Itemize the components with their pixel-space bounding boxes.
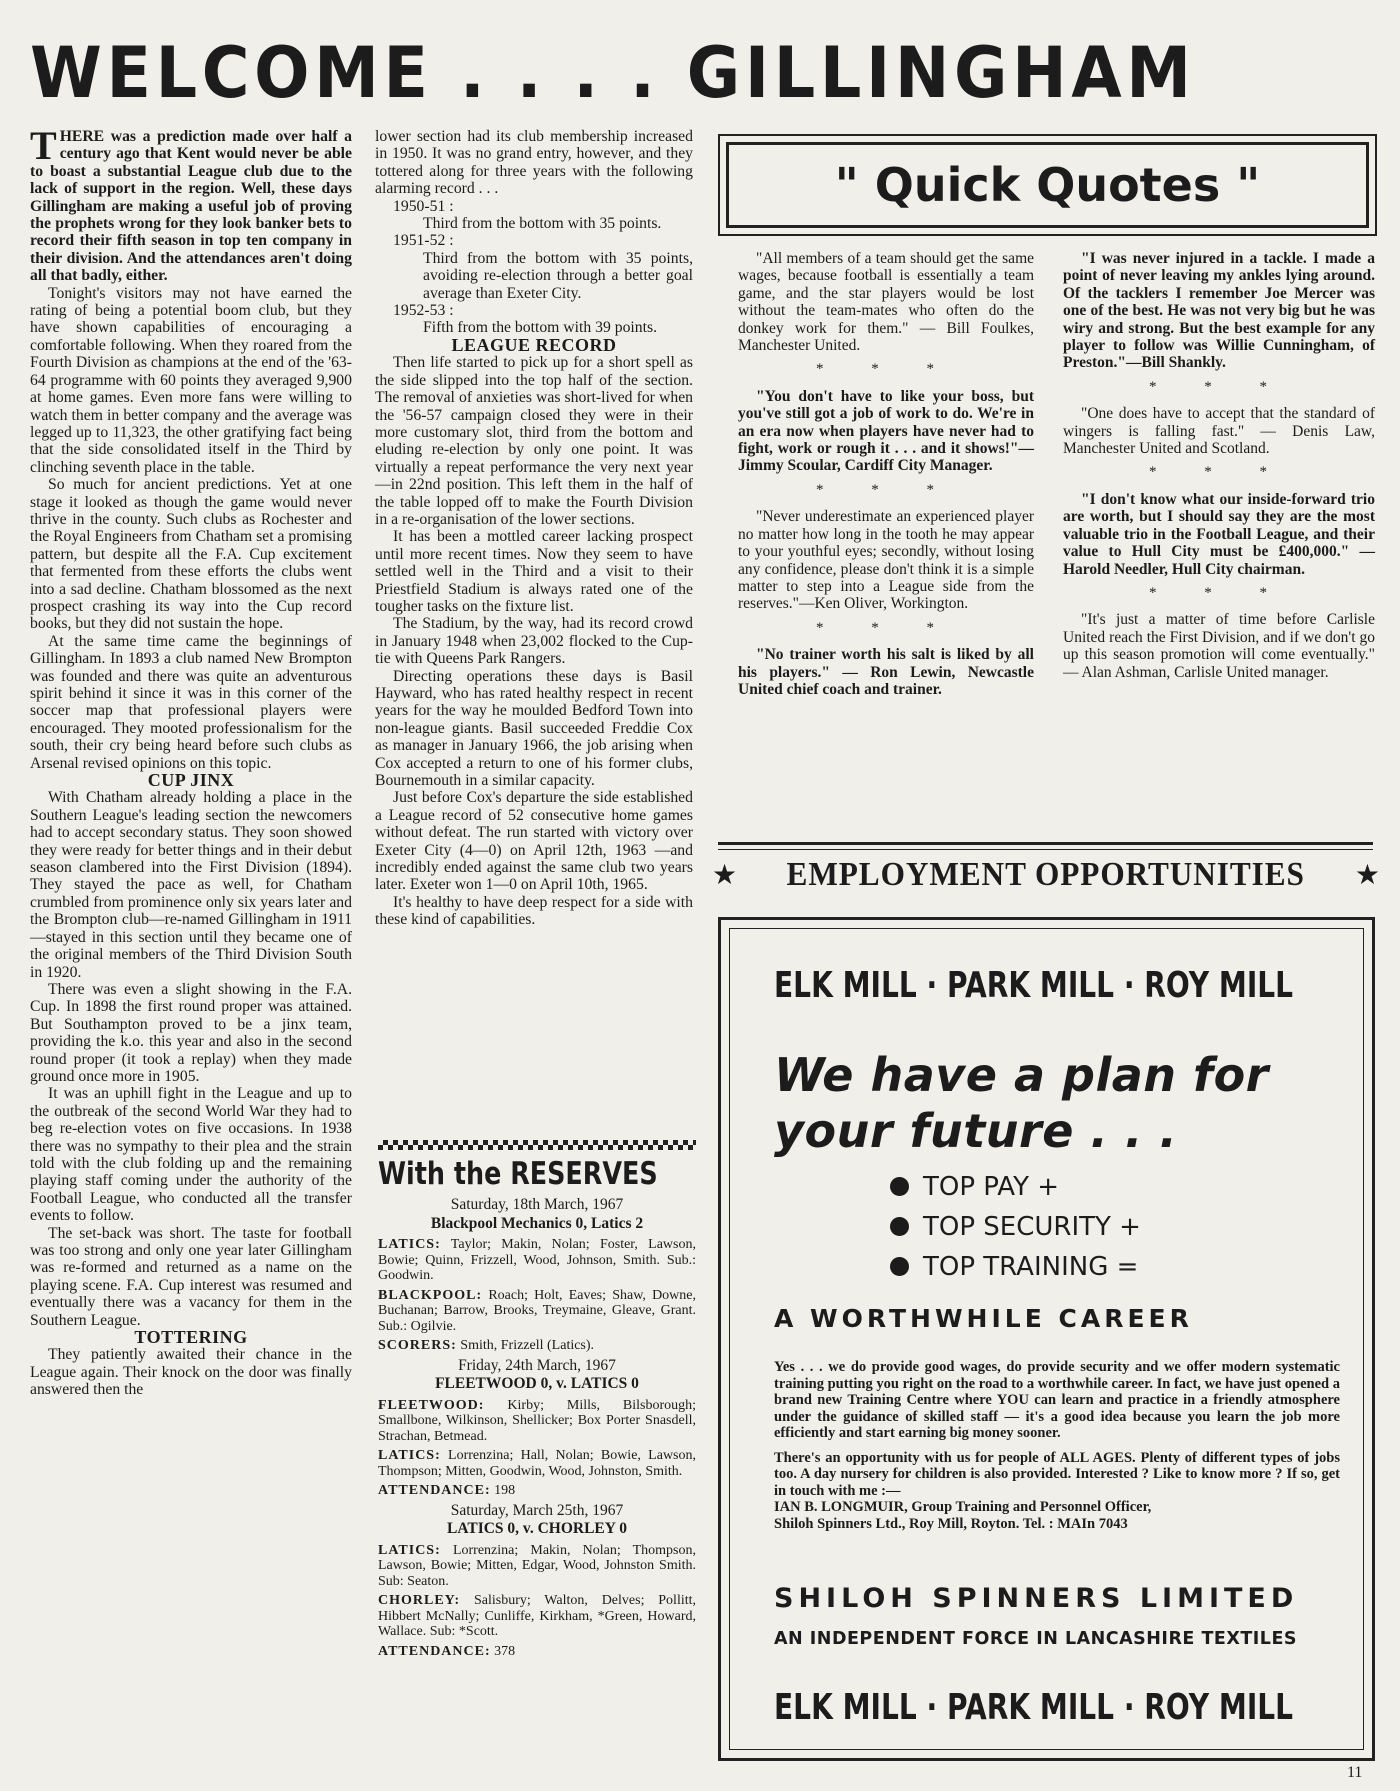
- employment-advert: [718, 917, 1375, 1761]
- page-headline: WELCOME . . . . GILLINGHAM: [30, 32, 1196, 114]
- article-paragraph: The Stadium, by the way, had its record crowd in January 1948 when 23,002 flocked to the Cup-tie with Queens Park Rangers.: [375, 615, 693, 668]
- star-icon: ★: [712, 860, 738, 891]
- mills-heading-bottom: ELK MILL · PARK MILL · ROY MILL: [774, 1687, 1294, 1728]
- quick-quotes-title: " Quick Quotes ": [834, 158, 1261, 212]
- bullet-icon: [890, 1177, 909, 1196]
- quote: "All members of a team should get the same wages, because football is essentially a team game, and the star players would be lost without the team-mates who often do the donkey work for them." — Bill Foulkes, Manchester United.: [738, 250, 1034, 355]
- lineup-line: CHORLEY: Salisbury; Walton, Delves; Pollitt, Hibbert McNally; Cunliffe, Kirkham, *Green, Howard, Wallace. Sub: *Scott.: [378, 1593, 696, 1639]
- match-date: Saturday, March 25th, 1967: [450, 1501, 624, 1519]
- mills-heading-top: ELK MILL · PARK MILL · ROY MILL: [774, 965, 1294, 1006]
- article-paragraph: There was even a slight showing in the F.A. Cup. In 1898 the first round proper was attained. But Southampton proved to be a jinx team, providing the k.o. this year and also in the second round proper (it took a replay) when they made ground once more in 1905.: [30, 980, 352, 1085]
- separator-stars: * * *: [816, 361, 956, 378]
- match-date: Saturday, 18th March, 1967: [450, 1196, 624, 1213]
- star-icon: ★: [1354, 860, 1380, 891]
- advert-body: [774, 1359, 1340, 1540]
- record-year: 1952-53 :: [393, 302, 454, 320]
- benefit-list: [890, 1167, 1141, 1287]
- article-paragraph: At the same time came the beginnings of Gillingham. In 1893 a club named New Brompton was founded and there was quite an adventurous spirit behind it since it was in this corner of the soccer map that professional players were encouraged. They mooted professionalism for the south, their cry being heard before such clubs as Arsenal revised opinions on this topic.: [30, 632, 352, 772]
- match-date: Friday, 24th March, 1967: [458, 1356, 616, 1374]
- company-name: SHILOH SPINNERS LIMITED: [774, 1583, 1299, 1614]
- record-detail: Third from the bottom with 35 points.: [423, 215, 662, 233]
- article-paragraph: With Chatham already holding a place in the Southern League's leading section the newcomers had to accept secondary status. They soon showed they were ready for better things and in their debut season clambered into the First Division (1894). They stayed the pace as well, for Chatham crumbled from prominence only six years later and the Brompton club—re-named Gillingham in 1911—stayed in this section until they became one of the original members of the Third Division South in 1920.: [30, 789, 352, 981]
- subheading-tottering: TOTTERING: [134, 1327, 248, 1348]
- advert-paragraph: There's an opportunity with us for people of ALL AGES. Plenty of different types of jobs too. A day nursery for children is also provided. Interested ? Like to know more ? If so, get in touch with me :— IAN B. LONGMUIR, Group Training and Personnel Officer, Shiloh Spinners Ltd., Roy Mill, Royton. Tel. : MAIn 7043: [774, 1449, 1340, 1532]
- article-paragraph: The set-back was short. The taste for football was too strong and only one year later Gillingham was re-formed and returned as a name on the playing scene. F.A. Cup interest was resumed and eventually there was a vacancy for them in the Southern League.: [30, 1224, 352, 1329]
- checker-border: [378, 1140, 696, 1150]
- record-detail: Fifth from the bottom with 39 points.: [423, 319, 658, 337]
- subheading-league-record: LEAGUE RECORD: [451, 334, 617, 355]
- record-year: 1951-52 :: [393, 232, 454, 250]
- contact-name: IAN B. LONGMUIR, Group Training and Personnel Officer,: [774, 1499, 1152, 1515]
- lineup-line: LATICS: Lorrenzina; Hall, Nolan; Bowie, Lawson, Thompson; Mitten, Goodwin, Wood, Johnston, Smith.: [378, 1448, 697, 1479]
- article-paragraph: It has been a mottled career lacking prospect until more recent times. Now they seem to have settled well in the Third and a visit to their Priestfield Stadium is always rated one of the tougher tasks on the fixture list.: [375, 528, 693, 615]
- company-tagline: AN INDEPENDENT FORCE IN LANCASHIRE TEXTILES: [774, 1629, 1298, 1649]
- separator-stars: * * *: [1149, 464, 1289, 481]
- benefit-item: TOP PAY +: [890, 1167, 1141, 1207]
- quotes-column-right: [1063, 250, 1375, 681]
- article-paragraph: lower section had its club membership increased in 1950. It was no grand entry, however, and they tottered along for three years with the following alarming record . . .: [375, 128, 693, 198]
- article-column-1: [30, 123, 352, 1399]
- bullet-icon: [890, 1217, 909, 1236]
- season-record: [393, 198, 693, 337]
- quote: "One does have to accept that the standard of wingers is falling fast." — Denis Law, Manchester United and Scotland.: [1063, 405, 1375, 458]
- match-block: [378, 1197, 696, 1354]
- benefit-item: TOP SECURITY +: [890, 1207, 1141, 1247]
- record-year: 1950-51 :: [393, 197, 454, 215]
- article-paragraph: Tonight's visitors may not have earned the rating of being a potential boom club, but they have shown capabilities of encouraging a comfortable following. When they roared from the Fourth Division as champions at the end of the '63-64 programme with 60 points they averaged 9,900 at home games. Even more fans were willing to watch them in better company and the average was legged up to 11,323, the other gratifying fact being that the side consolidated itself in the Third by clinching seventh place in the table.: [30, 284, 352, 476]
- article-paragraph: It's healthy to have deep respect for a side with these kind of capabilities.: [375, 893, 693, 929]
- subheading-cup-jinx: CUP JINX: [147, 770, 235, 791]
- reserves-title: With the RESERVES: [378, 1156, 658, 1192]
- lineup-line: ATTENDANCE: 198: [378, 1483, 516, 1498]
- match-score: FLEETWOOD 0, v. LATICS 0: [435, 1375, 639, 1392]
- match-block: [378, 1358, 696, 1499]
- article-lead: THERE was a prediction made over half a century ago that Kent would never be able to boast a substantial League club due to the lack of support in the region. Well, these days Gillingham are making a useful job of proving the prophets wrong for they look banker bets to record their fifth season in top ten company in their division. And the attendances aren't doing all that badly, either.: [30, 123, 352, 285]
- reserves-results: [378, 1140, 696, 1663]
- lineup-line: FLEETWOOD: Kirby; Mills, Bilsborough; Smallbone, Wilkinson, Shellicker; Box Porter Snasdell, Strachan, Betmead.: [378, 1397, 697, 1444]
- quote: "I was never injured in a tackle. I made a point of never leaving my ankles lying around. Of the tacklers I remember Joe Mercer was one of the best. He was not very big but he was wiry and strong. But the best example for any player to follow was Willie Cunningham, of Preston."—Bill Shankly.: [1063, 250, 1375, 372]
- quotes-column-left: [738, 250, 1034, 698]
- quote: "No trainer worth his salt is liked by all his players." — Ron Lewin, Newcastle United chief coach and trainer.: [738, 646, 1034, 698]
- quick-quotes-frame: [726, 142, 1369, 228]
- lineup-line: LATICS: Taylor; Makin, Nolan; Foster, Lawson, Bowie; Quinn, Frizzell, Wood, Johnson, Smith. Sub.: Goodwin.: [378, 1237, 696, 1283]
- separator-stars: * * *: [1149, 584, 1289, 601]
- article-column-2: [375, 128, 693, 929]
- employment-header: [712, 856, 1380, 894]
- section-divider: [718, 842, 1373, 850]
- match-score: LATICS 0, v. CHORLEY 0: [446, 1520, 627, 1537]
- separator-stars: * * *: [816, 619, 956, 636]
- page-number: 11: [1347, 1764, 1363, 1781]
- quote: "Never underestimate an experienced player no matter how long in the tooth he may appear to your youthful eyes; secondly, without losing any confidence, please don't think it is a simple matter to step into a League side from the reserves."—Ken Oliver, Workington.: [738, 508, 1034, 613]
- advert-paragraph: Yes . . . we do provide good wages, do provide security and we offer modern systematic training putting you right on the road to a worthwhile career. In fact, we have just opened a brand new Training Centre where YOU can learn and practice in a friendly atmosphere under the guidance of skilled staff — it's a good idea because you learn the job more efficiently and start earning big money sooner.: [774, 1359, 1340, 1441]
- match-score: Blackpool Mechanics 0, Latics 2: [430, 1214, 644, 1232]
- plan-slogan: We have a plan for your future . . .: [774, 1048, 1269, 1158]
- article-paragraph: Then life started to pick up for a short spell as the side slipped into the top half of the section. The removal of anxieties was short-lived for when the '56-57 campaign closed they were in their more customary slot, third from the bottom and eluding re-election by only one point. It was virtually a repeat performance the very next year—in 22nd position. This left them in the half of the table lopped off to make the Fourth Division in a re-organisation of the lower sections.: [375, 354, 693, 528]
- advert-frame: [729, 928, 1364, 1750]
- quote: "It's just a matter of time before Carlisle United reach the First Division, and if we don't go up this season promotion will come eventually." — Alan Ashman, Carlisle United manager.: [1063, 611, 1375, 681]
- career-heading: A WORTHWHILE CAREER: [774, 1304, 1193, 1333]
- match-block: [378, 1503, 696, 1660]
- article-paragraph: So much for ancient predictions. Yet at one stage it looked as though the game would never thrive in the county. Such clubs as Rochester and the Royal Engineers from Chatham set a promising pattern, but despite all the F.A. Cup excitement that fermented from these efforts the clubs went into a sad decline. Chatham blossomed as the next prospect crashing its way into the Cup record books, but they did not sustain the hope.: [30, 476, 352, 633]
- lineup-line: BLACKPOOL: Roach; Holt, Eaves; Shaw, Downe, Buchanan; Barrow, Brooks, Treymaine, Gleave, Grant. Sub.: Ogilvie.: [378, 1287, 697, 1334]
- lineup-line: SCORERS: Smith, Frizzell (Latics).: [378, 1338, 595, 1353]
- drop-cap: T: [30, 123, 57, 168]
- benefit-item: TOP TRAINING =: [890, 1247, 1141, 1287]
- quote: "I don't know what our inside-forward trio are worth, but I should say they are the most valuable trio in the Football League, and their value to Hull City must be £400,000." — Harold Needler, Hull City chairman.: [1063, 490, 1375, 578]
- article-paragraph: Just before Cox's departure the side established a League record of 52 consecutive home games without defeat. The run started with victory over Exeter City (4—0) on April 12th, 1963 —and incredibly ended against the same club two years later. Exeter won 1—0 on April 10th, 1965.: [375, 789, 693, 894]
- lineup-line: ATTENDANCE: 378: [378, 1643, 516, 1659]
- article-paragraph: Directing operations these days is Basil Hayward, who has rated healthy respect in recent years for the way he moulded Bedford Town into non-league giants. Basil succeeded Freddie Cox as manager in January 1966, the job arising when Cox accepted a return to one of his former clubs, Bournemouth in a similar capacity.: [375, 667, 693, 790]
- employment-title: EMPLOYMENT OPPORTUNITIES: [786, 856, 1306, 893]
- quote: "You don't have to like your boss, but you've still got a job of work to do. We're in an era now when players have never had to fight, work or rough it . . . and it shows!"—Jimmy Scoular, Cardiff City Manager.: [738, 387, 1034, 475]
- record-detail: Third from the bottom with 35 points, avoiding re-election through a better goal average than Exeter City.: [423, 249, 693, 302]
- separator-stars: * * *: [1149, 378, 1289, 395]
- bullet-icon: [890, 1257, 909, 1276]
- article-paragraph: They patiently awaited their chance in the League again. Their knock on the door was finally answered then the: [30, 1346, 352, 1399]
- article-paragraph: It was an uphill fight in the League and up to the outbreak of the second World War they had to beg re-election votes on five occasions. In 1938 there was no sympathy to their plea and the strain told with the club folding up and the remaining playing staff coming under the authority of the Football League, who conducted all the transfer events to follow.: [30, 1085, 352, 1225]
- lineup-line: LATICS: Lorrenzina; Makin, Nolan; Thompson, Lawson, Bowie; Mitten, Edgar, Wood, Johnston Smith. Sub: Seaton.: [378, 1542, 697, 1589]
- contact-address: Shiloh Spinners Ltd., Roy Mill, Royton. Tel. : MAIn 7043: [774, 1515, 1128, 1532]
- quick-quotes-banner: [718, 134, 1377, 236]
- separator-stars: * * *: [816, 481, 956, 498]
